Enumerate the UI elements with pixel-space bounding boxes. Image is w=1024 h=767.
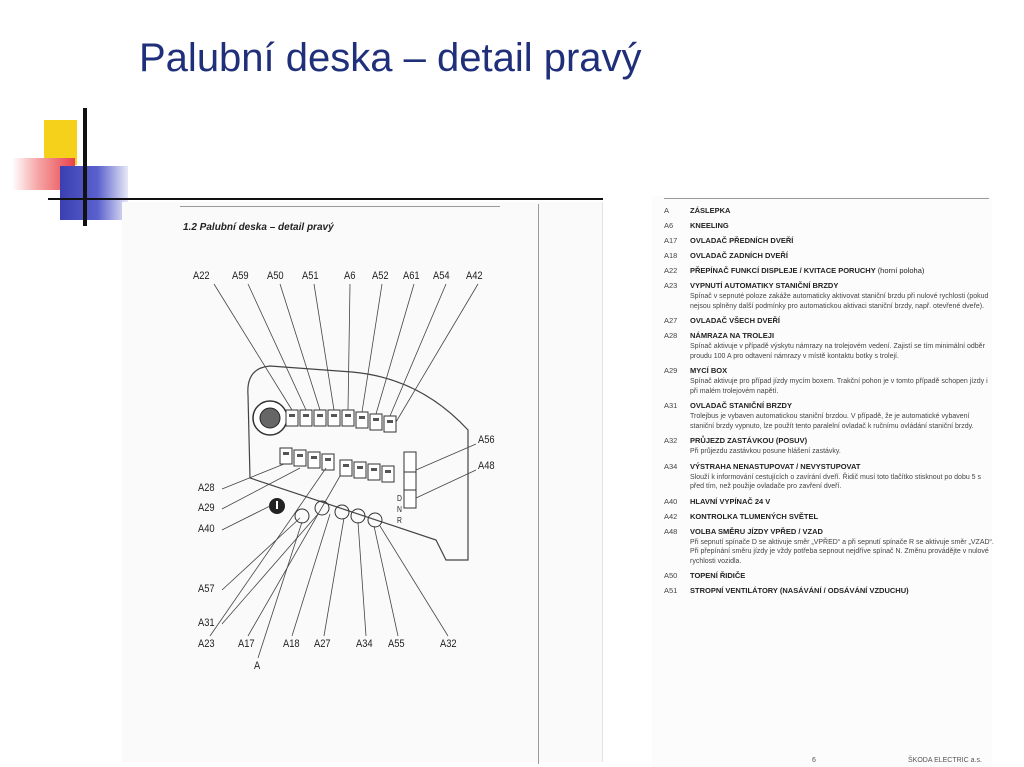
legend-title	[690, 221, 994, 231]
legend-title	[690, 436, 994, 446]
legend-title	[690, 497, 994, 507]
callout-label: A57	[198, 583, 215, 595]
callout-label: A28	[198, 482, 215, 494]
legend-title-text: KONTROLKA TLUMENÝCH SVĚTEL	[690, 511, 819, 521]
legend-title	[690, 206, 994, 216]
slide-title: Palubní deska – detail pravý	[139, 36, 642, 80]
legend-item	[664, 266, 994, 276]
legend-code: A18	[664, 251, 678, 260]
legend-item	[664, 462, 994, 492]
legend-code: A23	[664, 281, 678, 290]
legend-code: A50	[664, 571, 678, 580]
callout-label: A40	[198, 523, 215, 535]
callout-label: A52	[372, 270, 389, 282]
legend-title	[690, 366, 994, 376]
legend-title-text: OVLADAČ VŠECH DVEŘÍ	[690, 316, 781, 325]
middle-switch-row	[280, 448, 394, 482]
legend-code: A29	[664, 366, 678, 375]
legend-title	[690, 571, 994, 581]
legend-code: A6	[664, 221, 674, 230]
legend-item	[664, 586, 994, 596]
legend-description: Spínač v sepnuté poloze zakáže automaticky aktivovat staniční brzdu při nulové rychlosti (pokud nejsou splněny další podmínky pro automatickou aktivaci staniční brzdy, např. otevřené dveře).	[690, 293, 989, 310]
legend-code: A40	[664, 496, 678, 506]
legend-title-text: TOPENÍ ŘIDIČE	[690, 571, 746, 580]
callout-label: A48	[478, 460, 495, 472]
legend-title	[690, 331, 994, 341]
legend-item	[664, 281, 994, 311]
legend-code: A	[664, 206, 670, 215]
legend-item	[664, 497, 994, 507]
legend-item	[664, 221, 994, 231]
callout-label: A59	[232, 270, 249, 282]
legend-title	[690, 266, 994, 276]
legend-title	[690, 236, 994, 246]
legend-code: A31	[664, 401, 678, 410]
legend-item	[664, 331, 994, 361]
callout-label: A56	[478, 434, 495, 446]
legend-title	[690, 512, 994, 522]
legend-title-text: VYPNUTÍ AUTOMATIKY STANIČNÍ BRZDY	[690, 281, 839, 290]
legend-title-text: OVLADAČ ZADNÍCH DVEŘÍ	[690, 251, 788, 260]
legend-description: Spínač aktivuje v případě výskytu námrazy na trolejovém vedení. Zajistí se tím minimální odběr proudu 100 A pro odtavení námrazy v místě kontaktu botky s trolejí.	[690, 343, 985, 360]
section-heading: 1.2 Palubní deska – detail pravý	[183, 222, 334, 233]
legend-item	[664, 571, 994, 581]
legend-note: (horní poloha)	[877, 266, 925, 275]
legend-description: Slouží k informování cestujících o zavírání dveří. Řidič musí toto tlačítko stisknout po dobu 5 s před tím, než použije ovladače pro zavření dveří.	[690, 473, 982, 490]
legend-title	[690, 401, 994, 411]
legend-title	[690, 462, 994, 472]
callout-label: A22	[193, 270, 210, 282]
callout-label: A31	[198, 617, 215, 629]
callout-label: A50	[267, 270, 284, 282]
callout-label: A6	[344, 270, 356, 282]
legend-title	[690, 586, 994, 596]
callout-label: A54	[433, 270, 450, 282]
legend-item	[664, 512, 994, 522]
legend-title-text: OVLADAČ STANIČNÍ BRZDY	[690, 401, 792, 410]
legend-title	[690, 281, 994, 291]
legend-item	[664, 236, 994, 246]
callout-label: A51	[302, 270, 319, 282]
legend-title-text: OVLADAČ PŘEDNÍCH DVEŘÍ	[690, 236, 794, 245]
callout-label: A17	[238, 638, 255, 650]
legend-item	[664, 206, 994, 216]
legend-item	[664, 401, 994, 431]
legend-description: Trolejbus je vybaven automatickou staniční brzdou. V případě, že je automatické vybavení staniční brzdy vypnuto, lze použít tento paralelní ovladač k ručnímu ovládání staniční brzdy.	[690, 413, 974, 430]
direction-selector	[404, 452, 416, 508]
callout-label: A32	[440, 638, 457, 650]
selector-letter: R	[397, 516, 402, 525]
legend-code: A27	[664, 316, 678, 325]
legend-title-text: VOLBA SMĚRU JÍZDY VPŘED / VZAD	[690, 526, 823, 536]
legend-title-text: MYCÍ BOX	[690, 366, 728, 375]
legend-title-text: ZÁSLEPKA	[690, 206, 731, 215]
selector-letter: D	[397, 494, 402, 503]
legend-item	[664, 527, 994, 567]
legend-title-text: KNEELING	[690, 221, 729, 230]
legend-code: A42	[664, 511, 678, 521]
legend-title-text: PRŮJEZD ZASTÁVKOU (POSUV)	[690, 436, 808, 445]
callout-label: A23	[198, 638, 215, 650]
callout-label: A27	[314, 638, 331, 650]
callout-label: A29	[198, 502, 215, 514]
selector-letter: N	[397, 505, 402, 514]
legend-title-text: PŘEPÍNAČ FUNKCÍ DISPLEJE / KVITACE PORUCHY	[690, 266, 876, 275]
legend-code: A51	[664, 586, 678, 595]
legend-code: A48	[664, 526, 678, 536]
legend-title	[690, 316, 994, 326]
legend-code: A17	[664, 236, 678, 245]
legend-title-text: HLAVNÍ VYPÍNAČ 24 V	[690, 496, 771, 506]
callout-label: A42	[466, 270, 483, 282]
legend-description: Při průjezdu zastávkou posune hlášení zastávky.	[690, 448, 841, 455]
legend-title-text: VÝSTRAHA NENASTUPOVAT / NEVYSTUPOVAT	[690, 461, 861, 471]
legend-item	[664, 316, 994, 326]
legend-title-text: NÁMRAZA NA TROLEJI	[690, 331, 775, 340]
legend-code: A34	[664, 461, 678, 471]
legend-title	[690, 251, 994, 261]
callout-label: A34	[356, 638, 373, 650]
legend-code: A22	[664, 266, 678, 275]
legend-description: Spínač aktivuje pro případ jízdy mycím boxem. Trakční pohon je v tomto případě schopen jízdy i při malém trolejovém napětí.	[690, 378, 988, 395]
callout-label: A61	[403, 270, 420, 282]
legend-item	[664, 251, 994, 261]
callout-label: A55	[388, 638, 405, 650]
legend-title	[690, 527, 994, 537]
page-number: 6	[812, 757, 816, 764]
footer-brand: ŠKODA ELECTRIC a.s.	[908, 757, 982, 764]
legend-item	[664, 436, 994, 457]
legend-description: Při sepnutí spínače D se aktivuje směr „VPŘED“ a při sepnutí spínače R se aktivuje směr „VZAD“. Při přepínání směru jízdy je vždy potřeba sepnout nejdříve spínač N. Změnu provádějte v nulové rychlosti vozidla.	[690, 538, 994, 565]
legend-list	[664, 206, 994, 601]
round-button	[335, 505, 349, 519]
callout-label: A18	[283, 638, 300, 650]
legend-item	[664, 366, 994, 396]
callout-label: A	[254, 660, 261, 672]
legend-code: A32	[664, 436, 678, 445]
legend-code: A28	[664, 331, 678, 340]
legend-title-text: STROPNÍ VENTILÁTORY (NASÁVÁNÍ / ODSÁVÁNÍ VZDUCHU)	[690, 586, 909, 595]
joystick-knob-inner	[260, 408, 280, 428]
top-switch-row	[286, 410, 396, 432]
